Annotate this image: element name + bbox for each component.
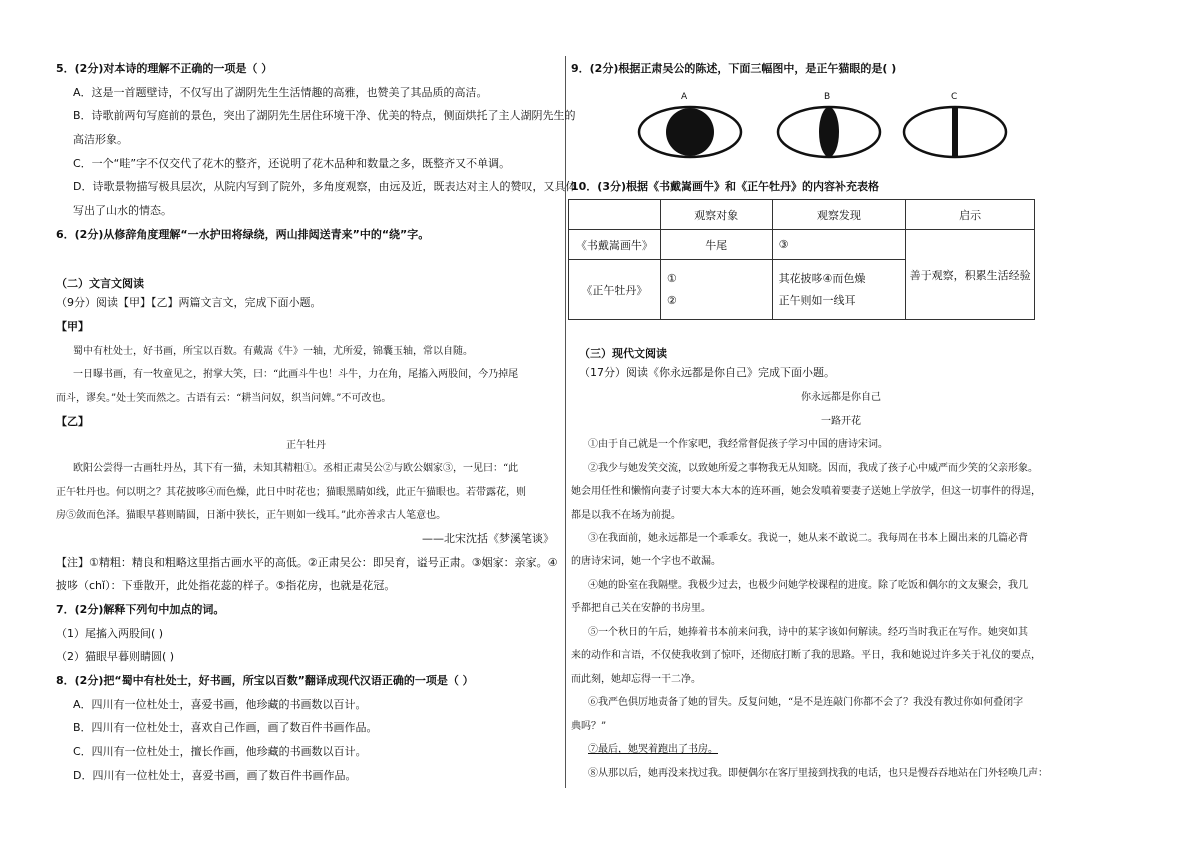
essay-paragraph-3-line1: ③在我面前，她永远都是一个乖乖女。我说一，她从来不敢说二。我每周在书本上圈出来的几篇必背 [588, 533, 1028, 544]
table-row2-object-blank-2: ② [666, 293, 677, 307]
notes-line2: 披哆（chǐ）：下垂散开，此处指花蕊的样子。⑤指花房，也就是花冠。 [56, 579, 396, 592]
essay-paragraph-7: ⑦最后，她哭着跑出了书房。 [588, 744, 718, 755]
question-6: 6．(2分)从修辞角度理解“一水护田将绿绕，两山排闼送青来”中的“绕”字。 [56, 228, 430, 241]
essay-paragraph-6-line2: 典吗？” [571, 721, 607, 732]
question-8-option-a: A．四川有一位杜处士，喜爱书画，他珍藏的书画数以百计。 [73, 698, 367, 711]
cat-eye-figure-b [775, 104, 883, 160]
question-8: 8．(2分)把“蜀中有杜处士，好书画，所宝以百数”翻译成现代汉语正确的一项是（ ） [56, 674, 474, 687]
comparison-table [568, 199, 1035, 320]
eye-label-c: C [951, 92, 958, 102]
essay-paragraph-3-line2: 的唐诗宋词，她一个字也不敢漏。 [571, 556, 721, 567]
essay-title: 你永远都是你自己 [801, 392, 881, 403]
passage-yi-source: ——北宋沈括《梦溪笔谈》 [422, 532, 554, 545]
passage-jia-paragraph-2-line1: 一日曝书画，有一牧童见之，拊掌大笑，曰：“此画斗牛也！斗牛，力在角，尾搐入两股间，今乃掉尾 [73, 369, 519, 380]
table-header-observe: 观察对象 [660, 200, 772, 230]
question-5-option-d-line1: D．诗歌景物描写极具层次，从院内写到了院外，多角度观察，由远及近，既表达对主人的赞叹，又具体 [73, 180, 577, 193]
passage-yi-line1: 欧阳公尝得一古画牡丹丛，其下有一猫，未知其精粗①。丞相正肃吴公②与欧公姻家③，一见曰：“此 [73, 463, 519, 474]
passage-jia-paragraph-2-line2: 而斗，谬矣。”处士笑而然之。古语有云：“耕当问奴，织当问婢。”不可改也。 [56, 393, 392, 404]
essay-paragraph-4-line2: 乎都把自己关在安静的书房里。 [571, 603, 711, 614]
column-divider [565, 56, 566, 788]
passage-yi-line2: 正午牡丹也。何以明之？其花披哆④而色燥，此日中时花也；猫眼黑睛如线，此正午猫眼也。若带露花，则 [56, 487, 526, 498]
question-5-stem: 5．(2分)对本诗的理解不正确的一项是（ ） [56, 62, 273, 75]
passage-yi-label: 【乙】 [56, 415, 89, 428]
passage-yi-title: 正午牡丹 [286, 440, 326, 451]
essay-paragraph-2-line2: 她会用任性和懒惰向妻子讨要大本大本的连环画，她会发嗔着要妻子送她上学放学，但这一切事件的得逞， [571, 486, 1041, 497]
eye-a-round-pupil [666, 108, 714, 156]
cat-eye-figure-a [636, 104, 744, 160]
essay-paragraph-6-line1: ⑥我严色俱厉地责备了她的冒失。反复问她，“是不是连敲门你都不会了？我没有教过你如何叠闭字 [588, 697, 1024, 708]
section-3-intro: （17分）阅读《你永远都是你自己》完成下面小题。 [579, 366, 835, 379]
eye-b-oval-pupil [819, 107, 839, 157]
table-row2-object-blank-1: ① [666, 271, 677, 285]
table-row2-find-cell [772, 260, 906, 320]
essay-paragraph-8: ⑧从那以后，她再没来找过我。即便偶尔在客厅里接到找我的电话，也只是慢吞吞地站在门外轻唤几声： [588, 768, 1048, 779]
passage-yi-line3: 房⑤敛而色泽。猫眼早暮则睛圆，日渐中狭长，正午则如一线耳。”此亦善求古人笔意也。 [56, 510, 447, 521]
notes-line1: 【注】①精粗：精良和粗略这里指古画水平的高低。②正肃吴公：即吴育，谥号正肃。③姻家：亲家。④ [56, 556, 558, 569]
cat-eye-figure-c [901, 104, 1009, 160]
essay-paragraph-5-line2: 来的动作和言语，不仅使我收到了惊吓，还彻底打断了我的思路。平日，我和她说过许多关于礼仪的要点， [571, 650, 1041, 661]
question-5-option-d-line2: 写出了山水的情态。 [73, 204, 172, 217]
table-insight-cell: 善于观察，积累生活经验 [906, 230, 1035, 320]
table-row2-title: 《正午牡丹》 [569, 260, 661, 320]
essay-paragraph-2-line3: 都是以我不在场为前提。 [571, 510, 681, 521]
table-row1-find-blank: ③ [772, 230, 906, 260]
eye-label-b: B [824, 92, 831, 102]
table-corner-cell [569, 200, 661, 230]
passage-jia-label: 【甲】 [56, 320, 89, 333]
essay-author: 一路开花 [821, 416, 861, 427]
question-8-option-d: D．四川有一位杜处士，喜爱书画，画了数百件书画作品。 [73, 769, 357, 782]
question-9: 9．(2分)根据正肃吴公的陈述，下面三幅图中，是正午猫眼的是( ) [571, 62, 897, 75]
question-8-option-b: B．四川有一位杜处士，喜欢自己作画，画了数百件书画作品。 [73, 721, 378, 734]
question-5-option-a: A．这是一首题壁诗，不仅写出了湖阴先生生活情趣的高雅，也赞美了其品质的高洁。 [73, 86, 488, 99]
table-header-find: 观察发现 [772, 200, 906, 230]
section-2-title: （二）文言文阅读 [56, 277, 144, 290]
question-5-option-b-line1: B．诗歌前两句写庭前的景色，突出了湖阴先生居住环境干净、优美的特点，侧面烘托了主人湖阴先生的 [73, 109, 576, 122]
essay-paragraph-2-line1: ②我少与她发笑交流，以致她所爱之事物我无从知晓。因而，我成了孩子心中威严而少笑的父亲形象。 [588, 463, 1038, 474]
table-row2-object-cell [660, 260, 772, 320]
eye-c-slit-pupil [952, 107, 958, 157]
table-row1-title: 《书戴嵩画牛》 [569, 230, 661, 260]
table-header-insight: 启示 [906, 200, 1035, 230]
essay-paragraph-5-line1: ⑤一个秋日的午后，她捧着书本前来问我，诗中的某字该如何解读。经巧当时我正在写作。她突如其 [588, 627, 1028, 638]
section-2-intro: （9分）阅读【甲】【乙】两篇文言文，完成下面小题。 [56, 296, 322, 309]
question-7-item-2: （2）猫眼早暮则睛圆( ) [56, 650, 175, 663]
eye-label-a: A [681, 92, 688, 102]
table-row1-object: 牛尾 [660, 230, 772, 260]
question-7-item-1: （1）尾搐入两股间( ) [56, 627, 164, 640]
table-row2-find-2: 正午则如一线耳 [778, 293, 856, 307]
question-7: 7．(2分)解释下列句中加点的词。 [56, 603, 225, 616]
passage-jia-paragraph-1: 蜀中有杜处士，好书画，所宝以百数。有戴嵩《牛》一轴，尤所爱，锦囊玉轴，常以自随。 [73, 346, 473, 357]
section-3-title: （三）现代文阅读 [579, 347, 667, 360]
table-row2-find-1: 其花披哆④而色燥 [778, 271, 866, 285]
question-10: 10．(3分)根据《书戴嵩画牛》和《正午牡丹》的内容补充表格 [571, 180, 880, 193]
question-8-option-c: C．四川有一位杜处士，擅长作画，他珍藏的书画数以百计。 [73, 745, 367, 758]
essay-paragraph-1: ①由于自己就是一个作家吧，我经常督促孩子学习中国的唐诗宋词。 [588, 439, 888, 450]
essay-paragraph-4-line1: ④她的卧室在我隔壁。我极少过去，也极少问她学校课程的进度。除了吃饭和偶尔的文友聚会，我几 [588, 580, 1028, 591]
essay-paragraph-5-line3: 而此刻，她却忘得一干二净。 [571, 674, 701, 685]
question-5-option-c: C．一个“畦”字不仅交代了花木的整齐，还说明了花木品种和数量之多，既整齐又不单调。 [73, 157, 511, 170]
question-5-option-b-line2: 高洁形象。 [73, 133, 128, 146]
